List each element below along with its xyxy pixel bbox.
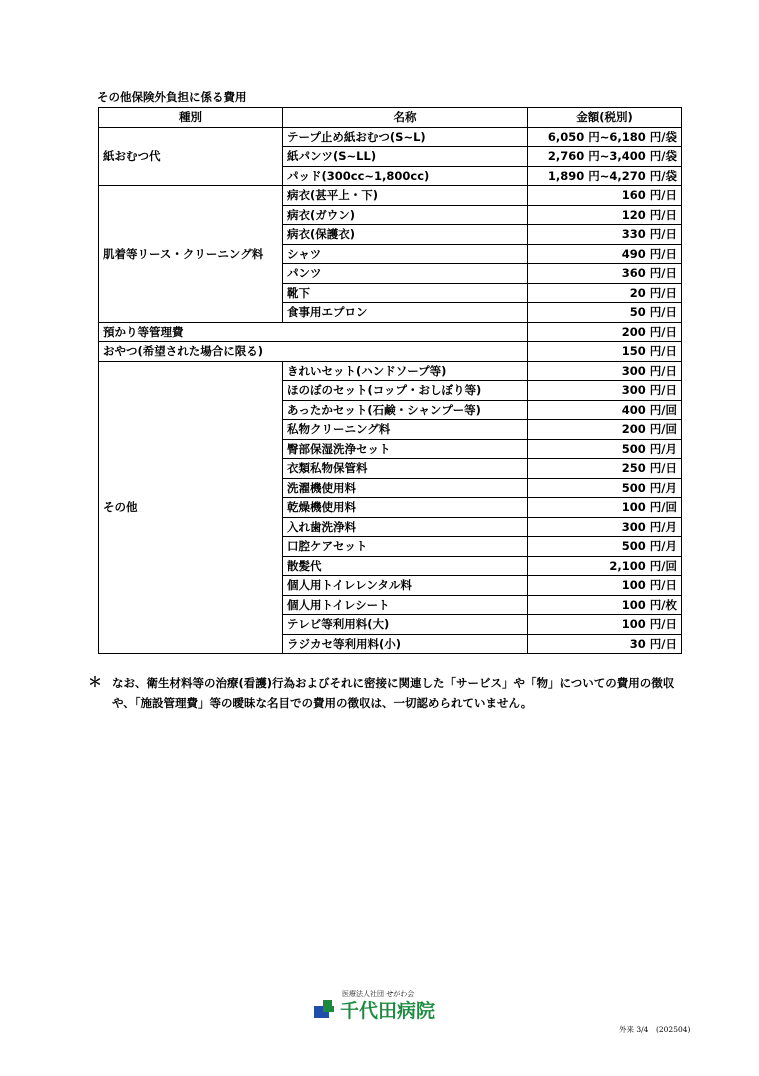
- item-price: 400 円/回: [528, 400, 682, 420]
- single-row-label: おやつ(希望された場合に限る): [99, 342, 528, 362]
- item-name: 病衣(ガウン): [283, 205, 528, 225]
- item-price: 100 円/回: [528, 498, 682, 518]
- item-price: 150 円/日: [528, 342, 682, 362]
- item-price: 300 円/日: [528, 361, 682, 381]
- table-row: [99, 127, 682, 147]
- table-row: [99, 186, 682, 206]
- item-price: 250 円/日: [528, 459, 682, 479]
- item-name: ラジカセ等利用料(小): [283, 634, 528, 654]
- item-price: 160 円/日: [528, 186, 682, 206]
- item-name: テレビ等利用料(大): [283, 615, 528, 635]
- item-name: 靴下: [283, 283, 528, 303]
- footnote-line-2: や、「施設管理費」等の曖昧な名目での費用の徴収は、一切認められていません。: [112, 696, 533, 710]
- item-name: 個人用トイレシート: [283, 595, 528, 615]
- header-category: 種別: [99, 108, 283, 128]
- item-price: 200 円/日: [528, 322, 682, 342]
- item-name: 病衣(甚平上・下): [283, 186, 528, 206]
- item-name: 入れ歯洗浄料: [283, 517, 528, 537]
- item-price: 360 円/日: [528, 264, 682, 284]
- item-name: 散髪代: [283, 556, 528, 576]
- item-price: 100 円/枚: [528, 595, 682, 615]
- hospital-cross-icon: [312, 998, 336, 1022]
- table-header-row: [99, 108, 682, 128]
- item-name: パンツ: [283, 264, 528, 284]
- item-price: 2,760 円~3,400 円/袋: [528, 147, 682, 167]
- single-row-label: 預かり等管理費: [99, 322, 528, 342]
- item-name: 紙パンツ(S~LL): [283, 147, 528, 167]
- item-price: 1,890 円~4,270 円/袋: [528, 166, 682, 186]
- item-name: 食事用エプロン: [283, 303, 528, 323]
- item-name: 個人用トイレレンタル料: [283, 576, 528, 596]
- item-name: 臀部保湿洗浄セット: [283, 439, 528, 459]
- category-cell: 肌着等リース・クリーニング料: [99, 186, 283, 323]
- item-price: 500 円/月: [528, 439, 682, 459]
- item-price: 30 円/日: [528, 634, 682, 654]
- item-name: シャツ: [283, 244, 528, 264]
- item-name: テープ止め紙おむつ(S~L): [283, 127, 528, 147]
- item-price: 200 円/回: [528, 420, 682, 440]
- item-price: 20 円/日: [528, 283, 682, 303]
- hospital-logo: [312, 990, 462, 1026]
- item-name: 病衣(保護衣): [283, 225, 528, 245]
- category-cell: その他: [99, 361, 283, 654]
- table-row: [99, 361, 682, 381]
- header-price: 金額(税別): [528, 108, 682, 128]
- fee-table: [98, 107, 682, 654]
- item-price: 300 円/日: [528, 381, 682, 401]
- category-cell: 紙おむつ代: [99, 127, 283, 186]
- item-name: あったかセット(石鹸・シャンプー等): [283, 400, 528, 420]
- footnote-line-1: なお、衛生材料等の治療(看護)行為およびそれに密接に関連した「サービス」や「物」についての費用の徴収: [112, 676, 675, 690]
- item-price: 2,100 円/回: [528, 556, 682, 576]
- item-price: 500 円/月: [528, 478, 682, 498]
- item-price: 300 円/月: [528, 517, 682, 537]
- item-name: 乾燥機使用料: [283, 498, 528, 518]
- item-name: パッド(300cc~1,800cc): [283, 166, 528, 186]
- item-price: 100 円/日: [528, 576, 682, 596]
- table-row: [99, 322, 682, 342]
- item-name: 私物クリーニング料: [283, 420, 528, 440]
- item-name: 衣類私物保管料: [283, 459, 528, 479]
- item-price: 330 円/日: [528, 225, 682, 245]
- item-price: 100 円/日: [528, 615, 682, 635]
- item-price: 6,050 円~6,180 円/袋: [528, 127, 682, 147]
- item-price: 500 円/月: [528, 537, 682, 557]
- header-name: 名称: [283, 108, 528, 128]
- table-row: [99, 342, 682, 362]
- asterisk-marker: ＊: [88, 675, 102, 691]
- section-title: その他保険外負担に係る費用: [97, 90, 247, 104]
- item-name: きれいセット(ハンドソープ等): [283, 361, 528, 381]
- item-price: 50 円/日: [528, 303, 682, 323]
- item-price: 490 円/日: [528, 244, 682, 264]
- item-price: 120 円/日: [528, 205, 682, 225]
- org-subtitle: 医療法人社団 せがわ会: [342, 990, 415, 998]
- hospital-name: 千代田病院: [340, 1000, 436, 1022]
- page-code: 外来 3/4 (202504): [619, 1025, 691, 1034]
- item-name: 洗濯機使用料: [283, 478, 528, 498]
- item-name: 口腔ケアセット: [283, 537, 528, 557]
- item-name: ほのぼのセット(コップ・おしぼり等): [283, 381, 528, 401]
